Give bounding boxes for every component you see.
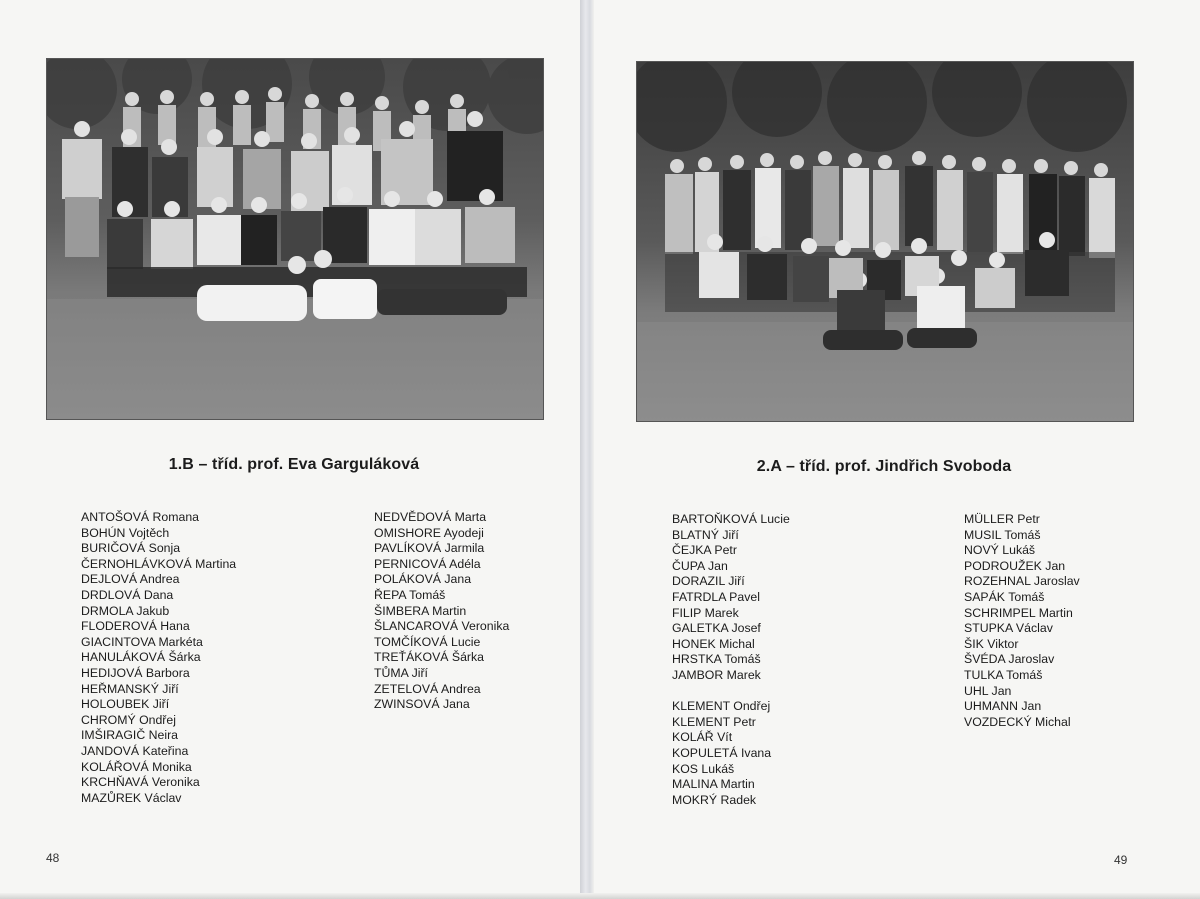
list-item: PODROUŽEK Jan: [964, 558, 1066, 573]
list-item: VOZDECKÝ Michal: [964, 714, 1071, 729]
list-item: POLÁKOVÁ Jana: [374, 572, 472, 587]
list-item: ŘEPA Tomáš: [374, 587, 446, 602]
list-item: OMISHORE Ayodeji: [374, 525, 484, 540]
list-item: ČEJKA Petr: [672, 543, 737, 558]
list-item: BARTOŇKOVÁ Lucie: [672, 512, 790, 526]
list-item: MUSIL Tomáš: [964, 527, 1041, 542]
page-bottom-edge: [0, 893, 1200, 899]
list-item: GALETKA Josef: [672, 621, 761, 636]
list-item: ZWINSOVÁ Jana: [374, 697, 470, 712]
list-item: FLODEROVÁ Hana: [81, 619, 190, 634]
class-photo-1b: [46, 58, 544, 420]
list-item: BLATNÝ Jiří: [672, 527, 739, 542]
list-item: KOLÁŘOVÁ Monika: [81, 759, 192, 774]
list-item: DEJLOVÁ Andrea: [81, 572, 180, 587]
list-item: MÜLLER Petr: [964, 512, 1040, 526]
list-item: GIACINTOVA Markéta: [81, 634, 203, 649]
list-item: IMŠIRAGIČ Neira: [81, 728, 179, 743]
list-item: BURIČOVÁ Sonja: [81, 541, 181, 556]
list-item: ROZEHNAL Jaroslav: [964, 574, 1080, 589]
list-item: TREŤÁKOVÁ Šárka: [374, 650, 485, 665]
class-heading-1b: 1.B – tříd. prof. Eva Garguláková: [168, 456, 420, 473]
list-item: CHROMÝ Ondřej: [81, 712, 176, 727]
list-item: FATRDLA Pavel: [672, 589, 760, 604]
class-photo-2a: [636, 61, 1134, 422]
list-item: KLEMENT Petr: [672, 714, 756, 729]
list-item: ZETELOVÁ Andrea: [374, 681, 481, 696]
list-item: ČERNOHLÁVKOVÁ Martina: [81, 556, 237, 571]
name-list-1b-col1: [81, 510, 236, 806]
list-item: HONEK Michal: [672, 636, 755, 651]
list-item: KOPULETÁ Ivana: [672, 745, 772, 760]
list-item: KOS Lukáš: [672, 761, 735, 776]
list-item: NEDVĚDOVÁ Marta: [374, 510, 487, 524]
class-heading-2a: 2.A – tříd. prof. Jindřich Svoboda: [756, 458, 1012, 475]
list-item: PAVLÍKOVÁ Jarmila: [374, 541, 485, 556]
list-item: TOMČÍKOVÁ Lucie: [374, 634, 481, 649]
page-number-left: 48: [46, 851, 60, 865]
list-item: MOKRÝ Radek: [672, 792, 757, 807]
name-list-2a-col2: [964, 512, 1080, 730]
list-item: KOLÁŘ Vít: [672, 730, 733, 745]
list-item: KLEMENT Ondřej: [672, 699, 771, 714]
list-item: ŠIK Viktor: [964, 636, 1019, 651]
list-item: JAMBOR Marek: [672, 667, 761, 682]
list-item: DORAZIL Jiří: [672, 574, 745, 589]
list-item: HOLOUBEK Jiří: [81, 697, 170, 712]
list-item: HRSTKA Tomáš: [672, 652, 761, 667]
list-item: ČUPA Jan: [672, 558, 728, 573]
list-item: HEŘMANSKÝ Jiří: [81, 681, 179, 696]
list-item: HANULÁKOVÁ Šárka: [81, 650, 201, 665]
list-item: FILIP Marek: [672, 605, 739, 620]
name-list-2a-col1: [672, 512, 790, 808]
list-item: UHMANN Jan: [964, 699, 1042, 714]
list-item: KRCHŇAVÁ Veronika: [81, 775, 200, 790]
list-item: DRDLOVÁ Dana: [81, 587, 174, 602]
list-item: UHL Jan: [964, 683, 1012, 698]
name-list-1b-col2: [374, 510, 509, 713]
list-item: ŠVÉDA Jaroslav: [964, 652, 1055, 667]
list-item: ŠLANCAROVÁ Veronika: [374, 619, 510, 634]
list-item: MAZŮREK Václav: [81, 790, 182, 805]
list-item: SAPÁK Tomáš: [964, 589, 1045, 604]
list-item: SCHRIMPEL Martin: [964, 605, 1073, 620]
list-item: HEDIJOVÁ Barbora: [81, 665, 190, 680]
book-gutter: [580, 0, 594, 899]
list-item: JANDOVÁ Kateřina: [81, 743, 189, 758]
list-item: NOVÝ Lukáš: [964, 543, 1036, 558]
list-item: ŠIMBERA Martin: [374, 603, 467, 618]
list-item: TŮMA Jiří: [374, 665, 428, 680]
list-item: PERNICOVÁ Adéla: [374, 556, 481, 571]
list-item: BOHÚN Vojtěch: [81, 525, 170, 540]
list-item: DRMOLA Jakub: [81, 603, 170, 618]
list-item: TULKA Tomáš: [964, 667, 1043, 682]
list-item: ANTOŠOVÁ Romana: [81, 510, 200, 524]
page-number-right: 49: [1114, 853, 1128, 867]
list-item: MALINA Martin: [672, 777, 755, 792]
list-item: STUPKA Václav: [964, 621, 1053, 636]
